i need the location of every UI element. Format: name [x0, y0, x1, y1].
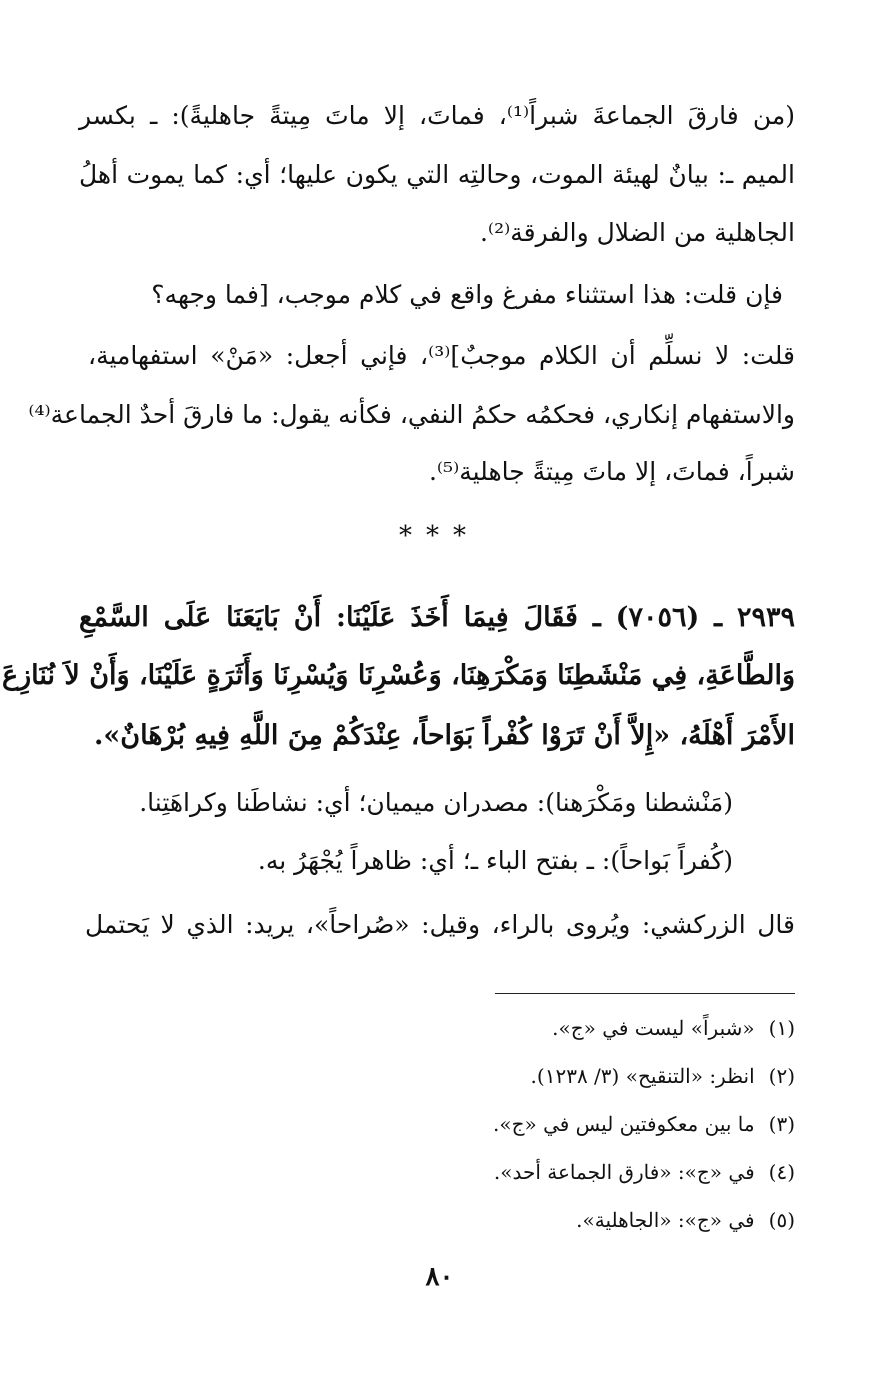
footnote-number: (٤)	[768, 1160, 795, 1184]
page-number: ٨٠	[425, 1262, 454, 1292]
footnote-5	[576, 1205, 795, 1235]
footnote-number: (٥)	[768, 1208, 795, 1232]
footnote-2	[531, 1061, 795, 1091]
footnote-divider	[495, 993, 795, 994]
hadith-line-2: وَالطَّاعَةِ، فِي مَنْشَطِنَا وَمَكْرَهِنَا، وَعُسْرِنَا وَيُسْرِنَا وَأَثَرَةٍ عَلَيْنَا، وَأَنْ لاَ نُنَازِعَ	[1, 660, 795, 691]
footnote-text: «شبراً» ليست في «ج».	[552, 1016, 755, 1040]
footnote-text: انظر: «التنقيح» (٣/ ١٢٣٨).	[530, 1064, 755, 1088]
footnote-text: في «ج»: «الجاهلية».	[576, 1208, 755, 1232]
footnote-3	[493, 1109, 795, 1139]
para3-line-2: والاستفهام إنكاري، فحكمُه حكمُ النفي، فكأنه يقول: ما فارقَ أحدٌ الجماعة⁽⁴⁾	[28, 400, 795, 429]
footnote-text: في «ج»: «فارق الجماعة أحد».	[493, 1160, 755, 1184]
gloss-kufr-bawah: (كُفراً بَواحاً): ـ بفتح الباء ـ؛ أي: ظاهراً يُجْهَرُ به.	[257, 846, 733, 875]
para1-line-1: (من فارقَ الجماعةَ شبراً⁽¹⁾، فماتَ، إلا ماتَ مِيتةً جاهليةً): ـ بكسر	[79, 101, 796, 130]
hadith-line-1: ٢٩٣٩ ـ (٧٠٥٦) ـ فَقَالَ فِيمَا أَخَذَ عَلَيْنَا: أَنْ بَايَعَنَا عَلَى السَّمْعِ	[79, 602, 795, 633]
para1-line-2: الميم ـ: بيانٌ لهيئة الموت، وحالتِه التي يكون عليها؛ أي: كما يموت أهلُ	[79, 160, 795, 189]
footnote-number: (٣)	[768, 1112, 795, 1136]
para3-line-3: شبراً، فماتَ، إلا ماتَ مِيتةً جاهلية⁽⁵⁾.	[428, 457, 795, 486]
para3-line-1: قلت: لا نسلِّم أن الكلام موجبٌ]⁽³⁾، فإني أجعل: «مَنْ» استفهامية،	[88, 341, 795, 370]
footnote-text: ما بين معكوفتين ليس في «ج».	[493, 1112, 755, 1136]
footnote-1	[552, 1013, 795, 1043]
footnote-4	[494, 1157, 795, 1187]
para1-line-3: الجاهلية من الضلال والفرقة⁽²⁾.	[479, 218, 795, 247]
footnote-number: (٢)	[768, 1064, 795, 1088]
para2-line-1: فإن قلت: هذا استثناء مفرغ واقع في كلام موجب، [فما وجهه؟	[151, 280, 783, 309]
gloss-zarkashi: قال الزركشي: ويُروى بالراء، وقيل: «صُراحاً»، يريد: الذي لا يَحتمل	[85, 910, 795, 939]
footnote-number: (١)	[768, 1016, 795, 1040]
gloss-manshat: (مَنْشطنا ومَكْرَهنا): مصدران ميميان؛ أي: نشاطَنا وكراهَتِنا.	[139, 788, 733, 817]
hadith-line-3: الأَمْرَ أَهْلَهُ، «إِلاَّ أَنْ تَرَوْا كُفْراً بَوَاحاً، عِنْدَكُمْ مِنَ اللَّهِ فِيهِ بُرْهَانٌ».	[93, 720, 795, 751]
section-separator: ***	[399, 521, 480, 551]
